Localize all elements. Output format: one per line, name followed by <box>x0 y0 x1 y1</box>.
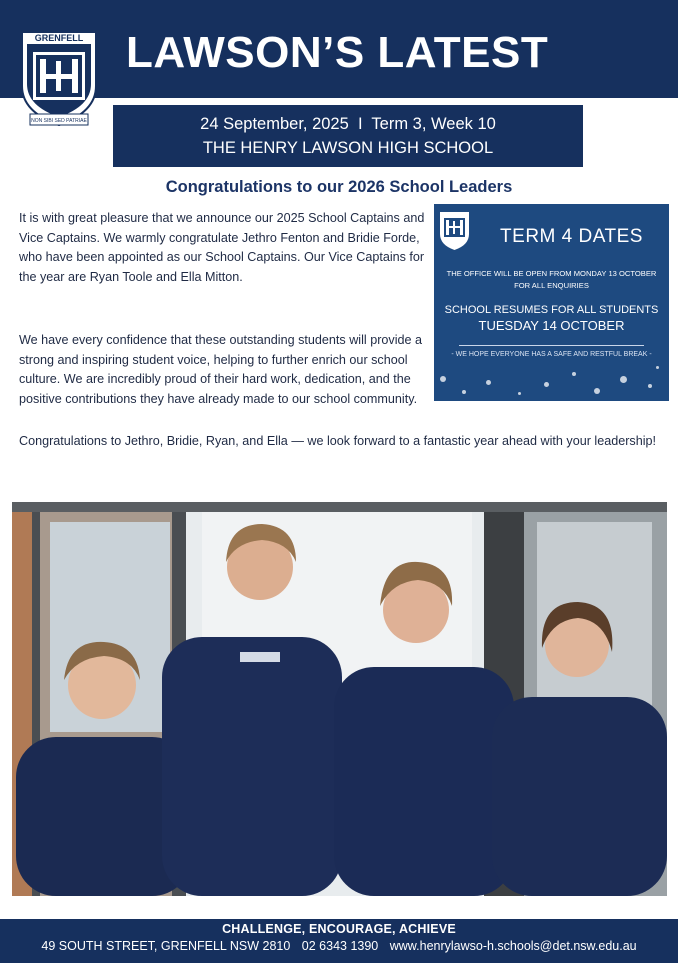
resume-notice: SCHOOL RESUMES FOR ALL STUDENTS <box>444 304 659 316</box>
snow-dot <box>486 380 491 385</box>
snow-dot <box>440 376 446 382</box>
school-motto: CHALLENGE, ENCOURAGE, ACHIEVE <box>222 922 456 936</box>
school-address: 49 SOUTH STREET, GRENFELL NSW 2810 <box>41 939 291 953</box>
newsletter-title: LAWSON’S LATEST <box>126 28 549 77</box>
snow-dot <box>462 390 466 394</box>
contact-line <box>0 939 678 953</box>
article-paragraph: Congratulations to Jethro, Bridie, Ryan, and Ella — we look forward to a fantastic year ahead with your leadership! <box>19 434 657 448</box>
school-leaders-illustration <box>12 502 667 896</box>
article-paragraph: We have every confidence that these outstanding students will provide a strong and inspiring student voice, helping to further enrich our school culture. We are incredibly proud of their hard work, dedication, and the positive contributions they have already made to our school community. <box>19 333 423 406</box>
snow-dot <box>518 392 521 395</box>
snow-dot <box>656 366 659 369</box>
school-phone: 02 6343 1390 <box>301 939 379 953</box>
crest-top-text: GRENFELL <box>34 33 84 43</box>
article-paragraph: It is with great pleasure that we announce our 2025 School Captains and Vice Captains. We warmly congratulate Jethro Fenton and Bridie Forde, who have been appointed as our School Captains. Our Vice Captains for the year are Ryan Toole and Ella Mitton. <box>19 211 425 284</box>
break-wish: - WE HOPE EVERYONE HAS A SAFE AND RESTFUL BREAK - <box>451 351 652 358</box>
school-email[interactable]: www.henrylawso-h.schools@det.nsw.edu.au <box>389 939 637 953</box>
issue-date: 24 September, 2025 I Term 3, Week 10 <box>200 115 496 133</box>
school-leaders-photo <box>12 502 667 896</box>
school-name: THE HENRY LAWSON HIGH SCHOOL <box>202 139 494 157</box>
article-headline: Congratulations to our 2026 School Leaders <box>165 178 513 196</box>
office-notice: THE OFFICE WILL BE OPEN FROM MONDAY 13 OCTOBER FOR ALL ENQUIRIES <box>446 269 657 290</box>
snow-dot <box>620 376 627 383</box>
resume-date: TUESDAY 14 OCTOBER <box>478 318 625 333</box>
school-crest-icon <box>438 208 471 252</box>
snow-dot <box>594 388 600 394</box>
footer-bar <box>0 919 678 963</box>
issue-info-box <box>113 105 583 167</box>
term-dates-card <box>434 204 669 401</box>
snow-dot <box>544 382 549 387</box>
divider <box>459 345 644 346</box>
snow-dot <box>648 384 652 388</box>
snow-dot <box>572 372 576 376</box>
crest-bottom-text: NON SIBI SED PATRIAE <box>31 118 87 124</box>
term-card-title: TERM 4 DATES <box>500 226 643 247</box>
school-crest-icon <box>18 28 100 128</box>
